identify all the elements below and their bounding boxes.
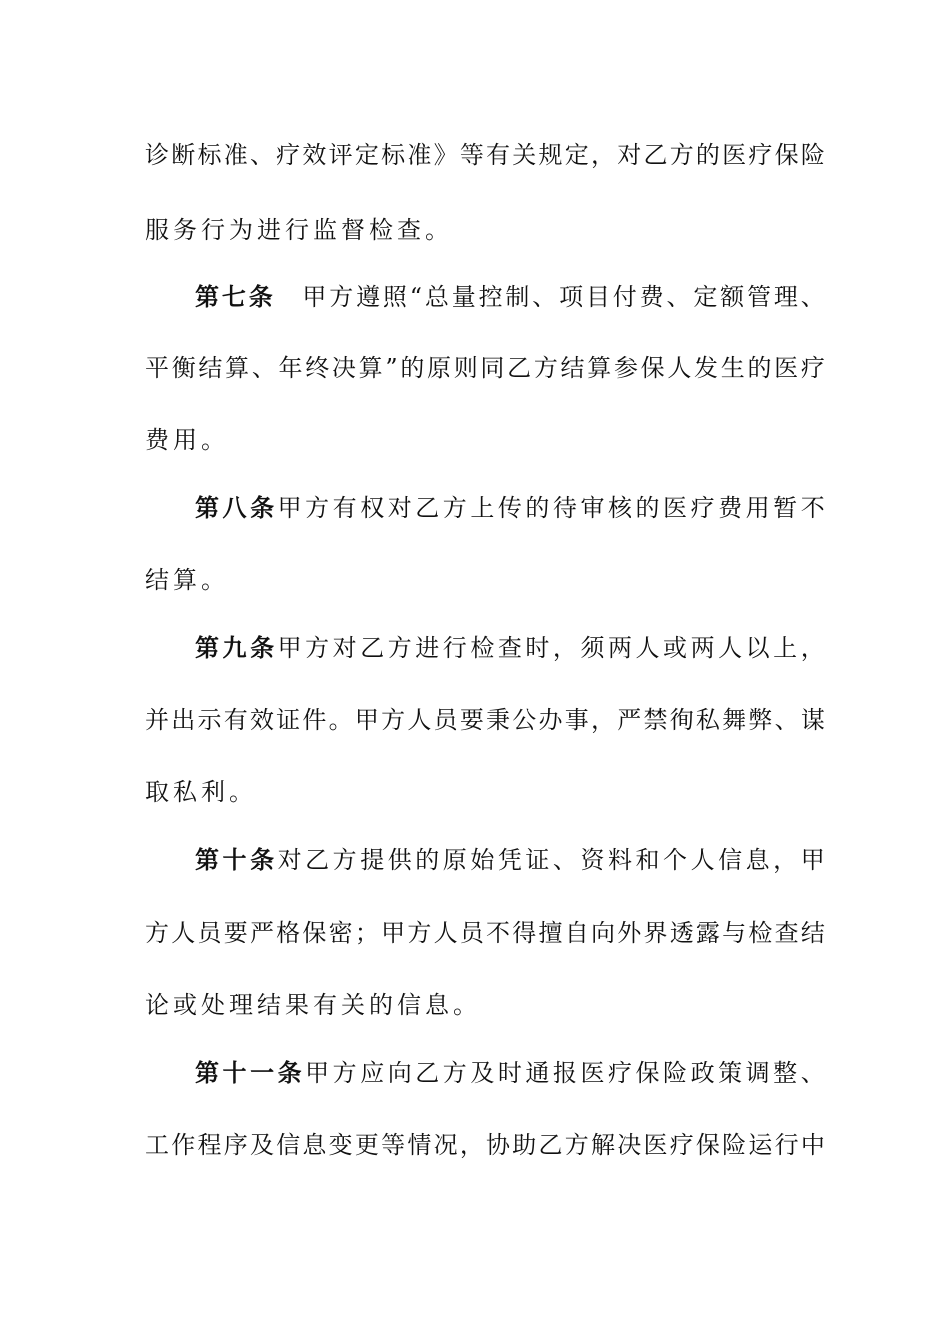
text-char: 疗 — [276, 141, 301, 169]
text-char: 乙 — [538, 1131, 563, 1159]
text-char: 露 — [695, 919, 720, 947]
text-char: 的 — [747, 354, 772, 382]
text-char: 发 — [694, 354, 719, 382]
text-char: 效 — [249, 706, 274, 734]
text-char: 示 — [197, 706, 222, 734]
text-char: 控 — [478, 283, 503, 311]
text-char: 透 — [669, 919, 694, 947]
text-char: 秉 — [486, 706, 511, 734]
text-char: 两 — [690, 634, 715, 662]
text-char: 有 — [486, 141, 511, 169]
text-char: 情 — [407, 1131, 432, 1159]
text-char: 甲 — [381, 919, 406, 947]
text-char: 方 — [305, 494, 330, 522]
text-char: 额 — [720, 283, 745, 311]
article-heading-char: 十 — [222, 1058, 247, 1087]
text-char: 徇 — [669, 706, 694, 734]
text-char: 中 — [800, 1131, 825, 1159]
text-char: 员 — [197, 919, 222, 947]
text-content: 取私利。 — [145, 778, 257, 806]
text-char: 定 — [354, 141, 379, 169]
text-char: “ — [409, 283, 423, 311]
text-char: 保 — [774, 141, 799, 169]
text-char: 、 — [249, 141, 274, 169]
text-char: 件 — [302, 706, 327, 734]
text-char: ， — [552, 634, 577, 662]
text-char: 衡 — [171, 354, 196, 382]
text-char: 要 — [459, 706, 484, 734]
text-char: 险 — [722, 1131, 747, 1159]
text-char: 须 — [580, 634, 605, 662]
text-char: 舞 — [722, 706, 747, 734]
text-char: 及 — [249, 1131, 274, 1159]
text-content: 服务行为进行监督检查。 — [145, 216, 453, 244]
text-char: 费 — [639, 283, 664, 311]
text-line — [145, 1125, 825, 1165]
text-char: 暂 — [773, 494, 798, 522]
text-char: 断 — [171, 141, 196, 169]
text-char: 员 — [459, 919, 484, 947]
text-char: ” — [385, 354, 398, 382]
text-char: 外 — [617, 919, 642, 947]
text-char: 准 — [223, 141, 248, 169]
text-char: 原 — [427, 354, 452, 382]
article-heading-char: 第 — [195, 845, 219, 874]
text-char: 况 — [433, 1131, 458, 1159]
text-char: 决 — [331, 354, 356, 382]
text-char: 甲 — [302, 283, 327, 311]
text-char: 方 — [669, 141, 694, 169]
article-heading-char: 第 — [195, 282, 219, 311]
text-char: 及 — [470, 1059, 495, 1087]
article-heading-char: 条 — [277, 1058, 302, 1087]
text-char: 工 — [145, 1131, 169, 1159]
text-char: 标 — [381, 141, 406, 169]
text-char: 界 — [643, 919, 668, 947]
text-char: 保 — [640, 354, 665, 382]
article-heading-char: 条 — [250, 493, 275, 522]
text-char: 疗 — [748, 141, 773, 169]
text-char: 审 — [580, 494, 605, 522]
text-char: 个 — [663, 846, 688, 874]
text-char: 人 — [635, 634, 660, 662]
text-char: 保 — [635, 1059, 660, 1087]
text-content: 论或处理结果有关的信息。 — [145, 991, 481, 1019]
text-char: 供 — [387, 846, 412, 874]
text-char: 人 — [433, 919, 458, 947]
text-char: 对 — [332, 634, 357, 662]
text-char: 方 — [564, 1131, 589, 1159]
text-char: 证 — [276, 706, 301, 734]
text-char: 程 — [197, 1131, 222, 1159]
text-line — [145, 700, 825, 740]
article-first-line — [195, 277, 825, 317]
text-char: 标 — [197, 141, 222, 169]
text-char: 息 — [302, 1131, 327, 1159]
text-char: 原 — [442, 846, 467, 874]
text-char: 结 — [800, 919, 825, 947]
text-char: 乙 — [415, 1059, 440, 1087]
text-char: 等 — [459, 141, 484, 169]
text-char: 人 — [718, 634, 743, 662]
text-char: 进 — [415, 634, 440, 662]
text-line — [145, 560, 825, 600]
text-char: 甲 — [277, 494, 302, 522]
text-char: 对 — [277, 846, 302, 874]
text-char: 助 — [512, 1131, 537, 1159]
text-char: 付 — [612, 283, 637, 311]
text-char: 疗 — [669, 1131, 694, 1159]
text-char: 理 — [773, 283, 798, 311]
text-char: 策 — [718, 1059, 743, 1087]
text-line — [145, 985, 825, 1025]
text-char: 人 — [407, 706, 432, 734]
text-char: 息 — [745, 846, 770, 874]
text-line — [145, 420, 825, 460]
text-char: 医 — [722, 141, 747, 169]
text-char: 方 — [533, 354, 558, 382]
text-char: 方 — [332, 846, 357, 874]
text-char: 乙 — [305, 846, 330, 874]
text-char: 效 — [302, 141, 327, 169]
text-char: 用 — [745, 494, 770, 522]
text-char: 人 — [171, 919, 196, 947]
text-char: 的 — [635, 494, 660, 522]
article-first-line — [195, 1053, 825, 1093]
text-char: 通 — [525, 1059, 550, 1087]
text-char: 行 — [442, 634, 467, 662]
text-char: 、 — [552, 846, 577, 874]
text-char: 政 — [690, 1059, 715, 1087]
text-char: 不 — [486, 919, 511, 947]
text-char: 方 — [442, 1059, 467, 1087]
text-char: 医 — [580, 1059, 605, 1087]
text-char: 或 — [663, 634, 688, 662]
article-heading-char: 十 — [222, 845, 247, 874]
text-char: 准 — [407, 141, 432, 169]
text-char: 项 — [559, 283, 584, 311]
text-char: 变 — [328, 1131, 353, 1159]
text-char: 疗 — [690, 494, 715, 522]
text-char: 、 — [800, 283, 825, 311]
text-char: 对 — [387, 494, 412, 522]
text-char: 方 — [407, 919, 432, 947]
text-char: ， — [590, 706, 615, 734]
text-line — [145, 913, 825, 953]
text-char: 查 — [774, 919, 799, 947]
text-char: 人 — [667, 354, 692, 382]
text-char: 医 — [643, 1131, 668, 1159]
text-char: 方 — [329, 283, 354, 311]
text-char: 年 — [278, 354, 303, 382]
text-char: 评 — [328, 141, 353, 169]
text-char: 、 — [251, 354, 276, 382]
text-char: 和 — [635, 846, 660, 874]
text-char: 关 — [512, 141, 537, 169]
article-heading-char: 条 — [250, 633, 275, 662]
text-char: 总 — [424, 283, 449, 311]
text-char: 结 — [198, 354, 223, 382]
article-heading-char: 条 — [250, 845, 275, 874]
text-char: 协 — [486, 1131, 511, 1159]
text-char: 乙 — [507, 354, 532, 382]
article-heading-char: 九 — [222, 633, 247, 662]
text-char: 制 — [505, 283, 530, 311]
text-char: 权 — [360, 494, 385, 522]
text-char: 终 — [305, 354, 330, 382]
text-char: 谋 — [800, 706, 825, 734]
article-heading-char: 八 — [222, 493, 247, 522]
text-char: 费 — [718, 494, 743, 522]
text-char: 参 — [613, 354, 638, 382]
text-char: 的 — [415, 846, 440, 874]
text-char: 方 — [332, 1059, 357, 1087]
article-heading-char: 七 — [221, 282, 246, 311]
text-char: 检 — [748, 919, 773, 947]
text-content: 费用。 — [145, 426, 229, 454]
text-char: 、 — [800, 1059, 825, 1087]
text-char: 应 — [360, 1059, 385, 1087]
text-char: 保 — [302, 919, 327, 947]
text-char: 信 — [718, 846, 743, 874]
text-char: 生 — [720, 354, 745, 382]
text-char: 管 — [747, 283, 771, 311]
text-char: 方 — [387, 634, 412, 662]
text-char: 待 — [552, 494, 577, 522]
text-char: 作 — [171, 1131, 196, 1159]
text-char: 、 — [666, 283, 691, 311]
text-char: 》 — [433, 141, 458, 169]
text-char: 证 — [525, 846, 550, 874]
text-char: 、 — [532, 283, 557, 311]
text-char: ， — [459, 1131, 484, 1159]
text-char: 乙 — [415, 494, 440, 522]
text-char: 甲 — [354, 706, 379, 734]
text-char: 向 — [387, 1059, 412, 1087]
text-char: 对 — [617, 141, 642, 169]
text-char: 算 — [358, 354, 383, 382]
text-char: 方 — [381, 706, 406, 734]
text-char: ； — [354, 919, 379, 947]
text-char: 要 — [223, 919, 248, 947]
text-char: 调 — [745, 1059, 770, 1087]
text-char: 的 — [695, 141, 720, 169]
text-char: 提 — [360, 846, 385, 874]
text-content: 结算。 — [145, 566, 229, 594]
text-char: 资 — [580, 846, 605, 874]
text-char: 核 — [607, 494, 632, 522]
text-char: 疗 — [607, 1059, 632, 1087]
article-first-line — [195, 488, 825, 528]
text-line — [145, 210, 825, 250]
text-line — [145, 348, 825, 388]
text-char: 。 — [328, 706, 353, 734]
text-char: 量 — [451, 283, 476, 311]
text-char: 始 — [470, 846, 495, 874]
text-char: 上 — [773, 634, 798, 662]
text-char: 整 — [773, 1059, 798, 1087]
text-char: 险 — [800, 141, 825, 169]
text-char: 等 — [381, 1131, 406, 1159]
text-char: 行 — [774, 1131, 799, 1159]
text-char: 有 — [332, 494, 357, 522]
text-char: 甲 — [800, 846, 825, 874]
text-char: ， — [590, 141, 615, 169]
text-char: 的 — [525, 494, 550, 522]
text-char: 遵 — [356, 283, 381, 311]
text-char: 乙 — [360, 634, 385, 662]
text-char: ， — [773, 846, 798, 874]
text-char: 不 — [800, 494, 825, 522]
text-char: 时 — [525, 634, 550, 662]
text-line — [145, 772, 825, 812]
text-char: 定 — [564, 141, 589, 169]
article-heading-char: 第 — [195, 1058, 219, 1087]
text-char: 的 — [400, 354, 425, 382]
text-char: 两 — [607, 634, 632, 662]
text-char: 更 — [354, 1131, 379, 1159]
article-heading-char: 第 — [195, 493, 219, 522]
text-char: 料 — [607, 846, 632, 874]
text-char: 序 — [223, 1131, 248, 1159]
text-char: 算 — [587, 354, 612, 382]
text-char: 疗 — [800, 354, 825, 382]
text-char: 险 — [663, 1059, 688, 1087]
text-char: 办 — [538, 706, 563, 734]
text-char — [276, 277, 300, 317]
text-char: 弊 — [748, 706, 773, 734]
text-char: 方 — [305, 634, 330, 662]
text-char: 严 — [617, 706, 642, 734]
text-char: 得 — [512, 919, 537, 947]
text-char: 自 — [564, 919, 589, 947]
text-char: 乙 — [643, 141, 668, 169]
text-char: 凭 — [497, 846, 522, 874]
text-char: 出 — [171, 706, 196, 734]
text-char: 医 — [663, 494, 688, 522]
text-char: 严 — [249, 919, 274, 947]
text-char: 医 — [774, 354, 799, 382]
text-char: 报 — [552, 1059, 577, 1087]
text-char: 运 — [748, 1131, 773, 1159]
text-char: 有 — [223, 706, 248, 734]
text-char: 甲 — [277, 634, 302, 662]
text-char: 事 — [564, 706, 589, 734]
text-line — [145, 135, 825, 175]
text-char: 诊 — [145, 141, 169, 169]
text-char: 查 — [497, 634, 522, 662]
text-char: 则 — [453, 354, 478, 382]
text-char: 检 — [470, 634, 495, 662]
article-heading-char: 条 — [248, 282, 273, 311]
text-char: 员 — [433, 706, 458, 734]
article-first-line — [195, 628, 825, 668]
text-char: 、 — [774, 706, 799, 734]
text-char: 结 — [560, 354, 585, 382]
text-char: ， — [800, 634, 825, 662]
text-char: 私 — [695, 706, 720, 734]
text-char: 信 — [276, 1131, 301, 1159]
text-char: 并 — [145, 706, 169, 734]
text-char: 保 — [695, 1131, 720, 1159]
text-char: 同 — [480, 354, 505, 382]
article-heading-char: 第 — [195, 633, 219, 662]
text-char: 照 — [382, 283, 407, 311]
text-char: 以 — [745, 634, 770, 662]
text-char: 方 — [145, 919, 169, 947]
text-char: 与 — [722, 919, 747, 947]
text-char: 格 — [276, 919, 301, 947]
text-char: 传 — [497, 494, 522, 522]
text-char: 平 — [145, 354, 169, 382]
text-char: 向 — [590, 919, 615, 947]
text-char: 公 — [512, 706, 537, 734]
text-char: 解 — [590, 1131, 615, 1159]
text-char: 方 — [442, 494, 467, 522]
text-char: 上 — [470, 494, 495, 522]
text-char: 擅 — [538, 919, 563, 947]
text-char: 密 — [328, 919, 353, 947]
text-char: 规 — [538, 141, 563, 169]
text-char: 禁 — [643, 706, 668, 734]
text-char: 人 — [690, 846, 715, 874]
text-char: 定 — [693, 283, 718, 311]
text-char: 决 — [617, 1131, 642, 1159]
article-first-line — [195, 840, 825, 880]
text-char: 甲 — [305, 1059, 330, 1087]
text-char: 算 — [225, 354, 250, 382]
article-heading-char: 一 — [250, 1058, 275, 1087]
text-char: 目 — [585, 283, 610, 311]
text-char: 时 — [497, 1059, 522, 1087]
